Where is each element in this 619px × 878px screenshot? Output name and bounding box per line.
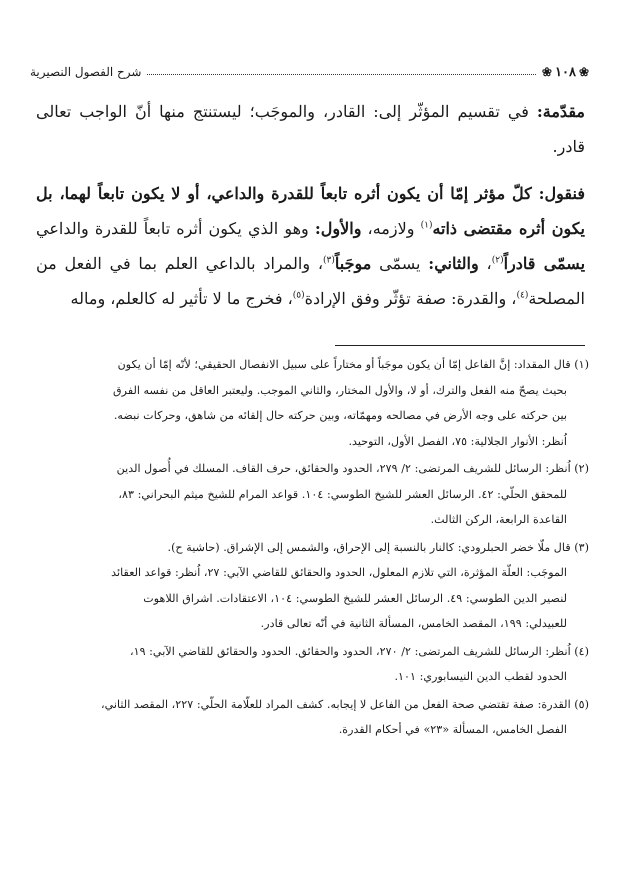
footnote-line: الفصل الخامس، المسألة «٢٣» في أحكام القدرة. [338,723,567,736]
running-title: شرح الفصول النصيرية [30,65,142,79]
footnote-line: الموجَب: العلّة المؤثرة، التي تلازم المعلول، الحدود والحقائق للقاضي الآبي: ٢٧، اُنظر: قواعد العقائد [111,566,567,579]
running-header [30,62,589,82]
intro-paragraph [36,94,585,164]
footnote-1 [34,352,589,454]
page-number-group [542,65,589,80]
ornament-right-icon: ❀ [578,65,589,79]
footnote-line: الحدود لقطب الدين النيسابوري: ١٠١. [394,670,567,683]
body-text-7: ، فخرج ما لا تأثير له كالعلم، وماله [70,289,293,308]
body-bold-3: يسمّى قادراً [503,254,586,273]
body-bold-2: والأول: [314,219,362,238]
body-text-2: وهو الذي يكون أثره تابعاً للقدرة والداعي [36,219,315,238]
footnote-line: (٣) قال ملّا خضر الحبلرودي: كالنار بالنسبة إلى الإحراق، والشمس إلى الإشراق. (حاشية ح). [167,540,589,554]
body-bold-5: موجَباً [334,254,372,273]
body-text-5: ، والمراد بالداعي العلم بما في الفعل من المصلحة [36,254,585,308]
footnote-line: (٥) القدرة: صفة تقتضي صحة الفعل من الفاعل لا إيجابه. كشف المراد للعلّامة الحلّي: ٢٢٧، المقصد الثاني، [100,697,589,711]
body-text-4: يسمّى [371,254,429,273]
footnote-separator [335,345,585,346]
footnote-3 [34,535,589,637]
footnote-line: لنصير الدين الطوسي: ٤٩. الرسائل العشر للشيخ الطوسي: ١٠٤، الاعتقادات. اشراق اللاهوت [143,591,567,605]
footnote-line: بحيث يصحّ منه الفعل والترك، أو لا، والأول المختار، والثاني الموجب. وليعتبر العاقل من نفسه الفرق [112,383,567,397]
body-text-6: ، والقدرة: صفة تؤثّر وفق الإرادة [304,289,517,308]
body-text-1: ولازمه، [361,219,421,238]
intro-text: في تقسيم المؤثّر إلى: القادر، والموجَب؛ ليستنتج منها أنّ الواجب تعالى قادر. [36,102,585,156]
body-text-3: ، [478,254,492,273]
body-bold-4: والثاني: [428,254,479,273]
main-text [36,94,585,316]
footnote-line: اُنظر: الأنوار الجلالية: ٧٥، الفصل الأول، التوحيد. [348,434,567,448]
footnote-ref-5[interactable]: (٥) [292,290,305,301]
body-label: فنقول: [538,184,585,203]
footnote-4 [34,639,589,690]
footnotes [34,352,589,745]
footnote-line: (٤) اُنظر: الرسائل للشريف المرتضى: ٢/ ٢٧٠، الحدود والحقائق. الحدود والحقائق للقاضي الآبي: ١٩، [129,644,589,658]
body-paragraph [36,176,585,316]
header-dotted-leader [147,74,535,75]
footnote-2 [34,456,589,533]
footnote-line: للمحقق الحلّي: ٤٢. الرسائل العشر للشيخ الطوسي: ١٠٤. قواعد المرام للشيخ ميثم البحراني: ٨٣، [118,487,567,501]
footnote-5 [34,692,589,743]
footnote-line: للعبيدلي: ١٩٩، المقصد الخامس، المسألة الثانية في أنّه تعالى قادر. [260,617,567,630]
footnote-line: القاعدة الرابعة، الركن الثالث. [430,513,567,526]
footnote-line: بين حركته على وجه الأرض في مصالحه ومهمّاته، وبين حركته حال إلقائه من شاهق، وحركات نبضه. [113,409,567,422]
intro-label: مقدّمة: [536,102,585,121]
body-bold-1: كلّ مؤثر إمّا أن يكون أثره تابعاً للقدرة والداعي، أو لا يكون تابعاً لهما، بل يكون أثره مقتضى ذاته [36,184,585,238]
page-number: ١٠٨ [554,64,576,80]
footnote-ref-4[interactable]: (٤) [516,290,529,301]
footnote-line: (٢) اُنظر: الرسائل للشريف المرتضى: ٢/ ٢٧٩، الحدود والحقائق، حرف القاف. المسلك في أُصول الدين [116,462,589,475]
ornament-left-icon: ❀ [541,65,552,79]
footnote-ref-1[interactable]: (١) [420,220,433,231]
footnote-ref-3[interactable]: (٣) [323,255,335,266]
footnote-ref-2[interactable]: (٢) [491,255,504,266]
footnote-line: (١) قال المقداد: إنَّ الفاعل إمّا أن يكون موجَباً أو مختاراً على سبيل الانفصال الحقيقي؛ لأنّه إمّا أن يكون [117,358,589,371]
